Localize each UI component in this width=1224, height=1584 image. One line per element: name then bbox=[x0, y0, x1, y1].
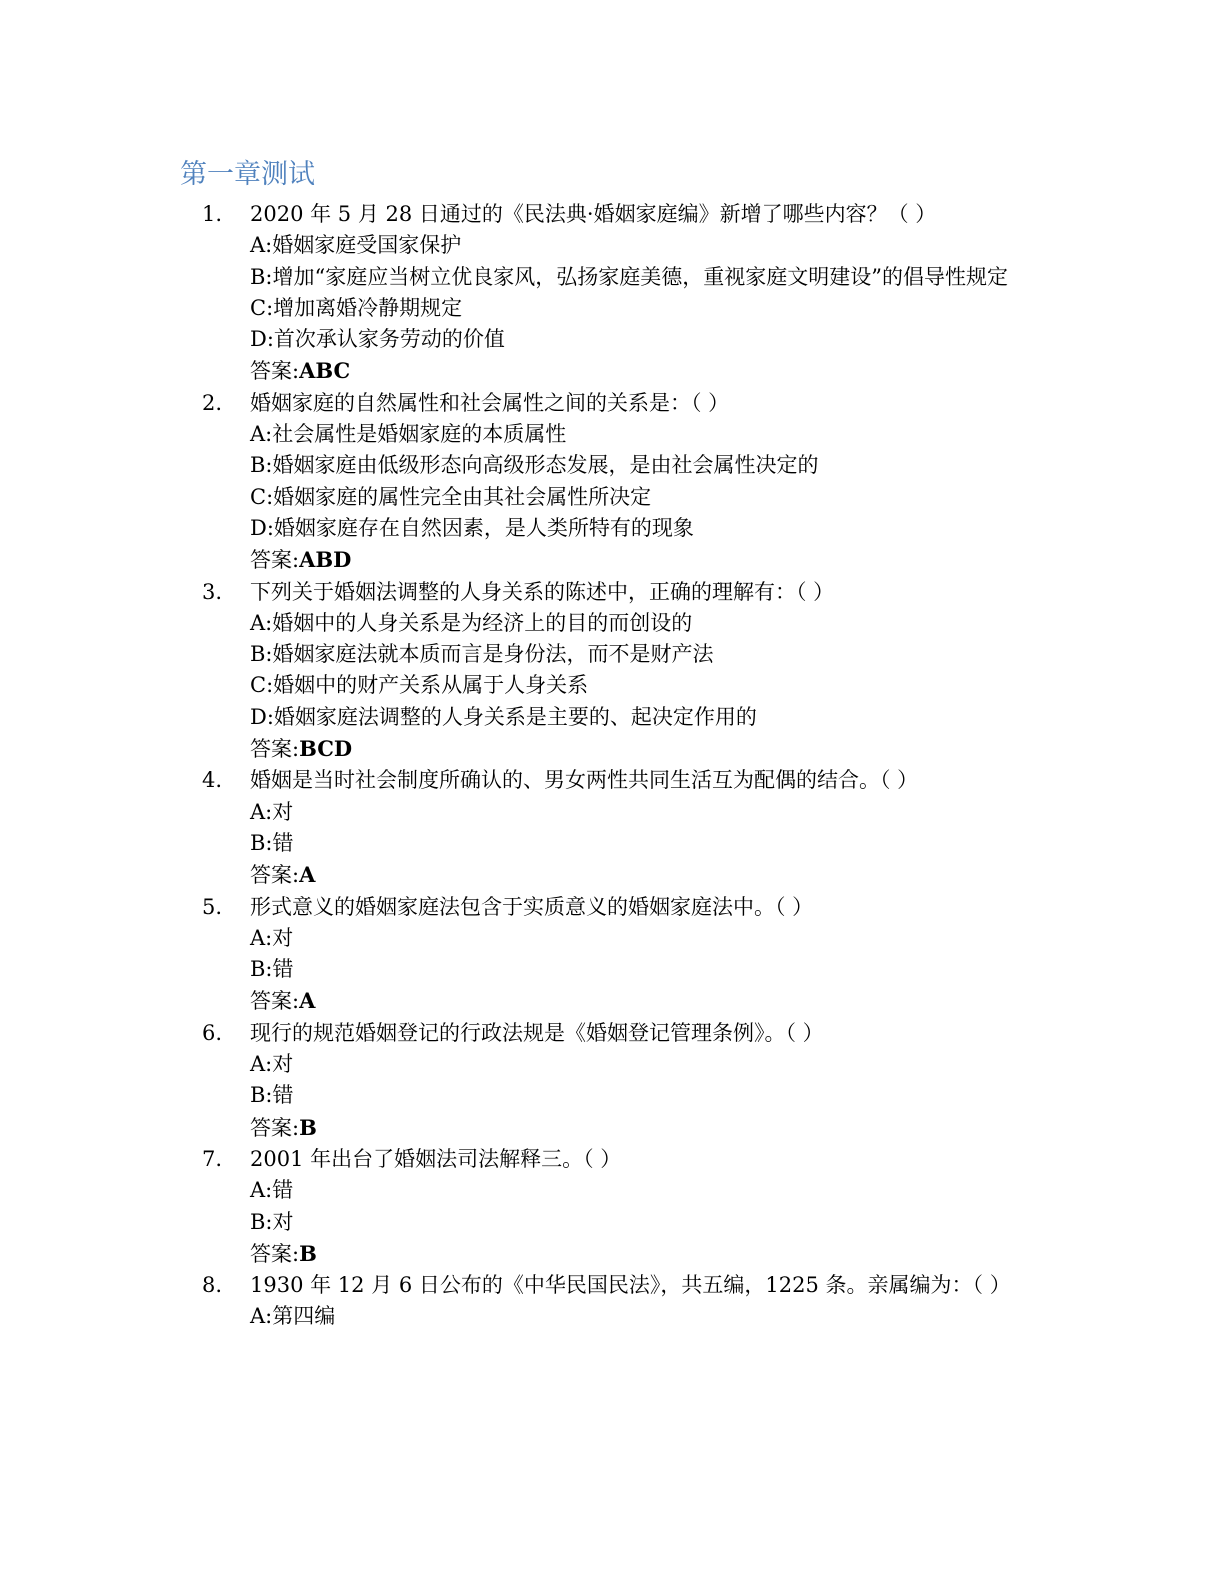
question-number: 8. bbox=[202, 1273, 223, 1298]
question-option: A:社会属性是婚姻家庭的本质属性 bbox=[250, 422, 567, 447]
question-text: 2020 年 5 月 28 日通过的《民法典·婚姻家庭编》新增了哪些内容？（ ） bbox=[250, 202, 937, 226]
question-number: 7. bbox=[202, 1146, 223, 1171]
question-option: B:婚姻家庭法就本质而言是身份法，而不是财产法 bbox=[250, 642, 714, 667]
question-number: 3. bbox=[202, 579, 223, 604]
answer-line bbox=[250, 859, 1054, 891]
question-number: 5. bbox=[202, 894, 223, 919]
question-option: A:错 bbox=[250, 1178, 294, 1203]
answer-value: A bbox=[299, 988, 316, 1014]
question-item bbox=[0, 1018, 1224, 1144]
question-option: A:对 bbox=[250, 925, 294, 950]
question-item bbox=[0, 1144, 1224, 1270]
answer-value: BCD bbox=[299, 736, 353, 762]
question-item bbox=[0, 892, 1224, 1018]
question-option: C:婚姻家庭的属性完全由其社会属性所决定 bbox=[250, 484, 652, 509]
question-item bbox=[0, 577, 1224, 766]
answer-label: 答案: bbox=[250, 1115, 300, 1140]
answer-label: 答案: bbox=[250, 1241, 300, 1266]
question-list bbox=[0, 199, 1224, 1333]
question-text: 下列关于婚姻法调整的人身关系的陈述中，正确的理解有：（ ） bbox=[250, 579, 835, 604]
question-option: B:婚姻家庭由低级形态向高级形态发展，是由社会属性决定的 bbox=[250, 453, 819, 478]
question-option: B:错 bbox=[250, 957, 294, 982]
question-item bbox=[0, 1270, 1224, 1333]
question-text: 婚姻家庭的自然属性和社会属性之间的关系是：（ ） bbox=[250, 390, 730, 415]
answer-line bbox=[250, 544, 1054, 576]
chapter-title: 第一章测试 bbox=[180, 159, 315, 190]
question-text: 形式意义的婚姻家庭法包含于实质意义的婚姻家庭法中。（ ） bbox=[250, 894, 814, 919]
answer-label: 答案: bbox=[250, 359, 300, 384]
question-item bbox=[0, 199, 1224, 388]
question-option: B:对 bbox=[250, 1209, 294, 1234]
question-option: B:错 bbox=[250, 1083, 294, 1108]
question-number: 1. bbox=[202, 202, 223, 226]
answer-line bbox=[250, 355, 1054, 387]
answer-value: ABD bbox=[299, 547, 352, 573]
answer-value: A bbox=[299, 862, 316, 888]
question-option: A:对 bbox=[250, 799, 294, 824]
answer-line bbox=[250, 1238, 1054, 1270]
answer-label: 答案: bbox=[250, 863, 300, 888]
question-option: B:错 bbox=[250, 830, 294, 855]
question-item bbox=[0, 765, 1224, 891]
question-item bbox=[0, 388, 1224, 577]
question-text: 1930 年 12 月 6 日公布的《中华民国民法》，共五编，1225 条。亲属编为：（ ） bbox=[250, 1273, 1011, 1298]
answer-value: B bbox=[299, 1240, 317, 1266]
question-text: 现行的规范婚姻登记的行政法规是《婚姻登记管理条例》。（ ） bbox=[250, 1020, 824, 1045]
question-number: 6. bbox=[202, 1020, 223, 1045]
answer-label: 答案: bbox=[250, 548, 300, 573]
question-option: C:婚姻中的财产关系从属于人身关系 bbox=[250, 673, 589, 698]
question-number: 4. bbox=[202, 768, 223, 793]
question-text: 婚姻是当时社会制度所确认的、男女两性共同生活互为配偶的结合。（ ） bbox=[250, 768, 919, 793]
question-number: 2. bbox=[202, 390, 223, 415]
question-option: D:首次承认家务劳动的价值 bbox=[250, 327, 505, 352]
question-option: A:第四编 bbox=[250, 1304, 336, 1329]
question-text: 2001 年出台了婚姻法司法解释三。（ ） bbox=[250, 1146, 622, 1171]
answer-label: 答案: bbox=[250, 989, 300, 1014]
answer-line bbox=[250, 733, 1054, 765]
answer-line bbox=[250, 985, 1054, 1017]
question-option: B:增加“家庭应当树立优良家风，弘扬家庭美德，重视家庭文明建设”的倡导性规定 bbox=[250, 264, 1008, 289]
answer-label: 答案: bbox=[250, 737, 300, 762]
question-option: D:婚姻家庭法调整的人身关系是主要的、起决定作用的 bbox=[250, 704, 757, 729]
question-option: A:婚姻家庭受国家保护 bbox=[250, 233, 462, 258]
answer-value: B bbox=[299, 1114, 317, 1140]
answer-line bbox=[250, 1112, 1054, 1144]
question-option: D:婚姻家庭存在自然因素，是人类所特有的现象 bbox=[250, 515, 694, 540]
question-option: C:增加离婚冷静期规定 bbox=[250, 295, 463, 320]
answer-value: ABC bbox=[299, 358, 351, 384]
question-option: A:婚姻中的人身关系是为经济上的目的而创设的 bbox=[250, 610, 693, 635]
question-option: A:对 bbox=[250, 1052, 294, 1077]
